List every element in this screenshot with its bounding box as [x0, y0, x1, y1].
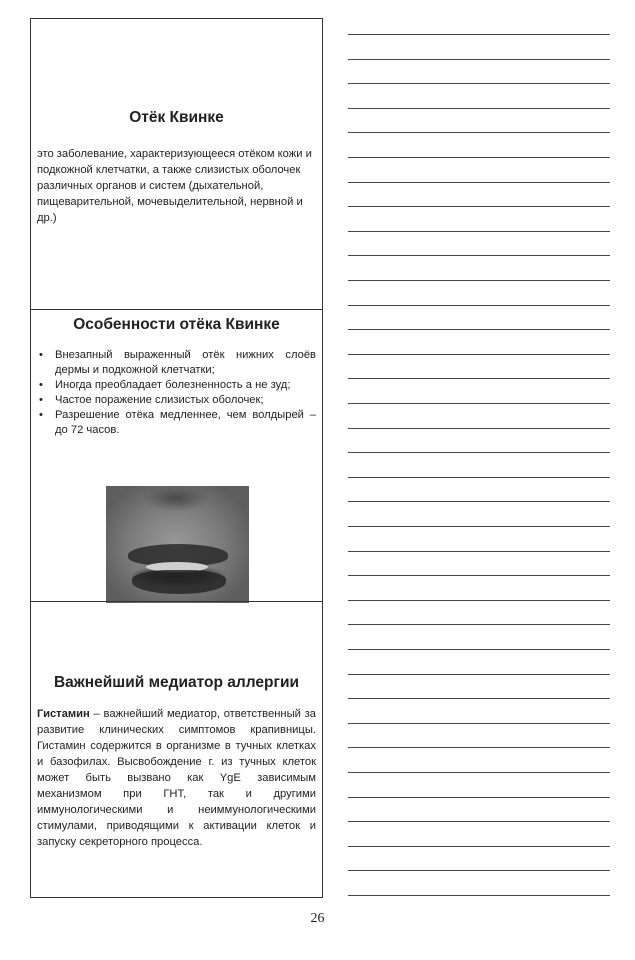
- note-line: [348, 895, 610, 896]
- note-line: [348, 280, 610, 281]
- slide-title: Особенности отёка Квинке: [73, 316, 280, 333]
- slide-quincke-definition: [31, 19, 322, 309]
- note-line: [348, 329, 610, 330]
- note-line: [348, 600, 610, 601]
- note-line: [348, 747, 610, 748]
- slide-body: [37, 706, 316, 850]
- list-item: • Внезапный выраженный отёк нижних слоёв дермы и подкожной клетчатки;: [37, 348, 316, 378]
- note-line: [348, 206, 610, 207]
- note-line: [348, 723, 610, 724]
- note-line: [348, 575, 610, 576]
- note-line: [348, 649, 610, 650]
- feature-list: [37, 348, 316, 438]
- note-line: [348, 846, 610, 847]
- page-number: 26: [310, 911, 325, 926]
- note-line: [348, 34, 610, 35]
- term-histamine: Гистамин: [37, 708, 90, 720]
- slides-column: [30, 18, 323, 898]
- lower-lip: [132, 570, 226, 594]
- note-line: [348, 305, 610, 306]
- note-line: [348, 255, 610, 256]
- slide-title: Важнейший медиатор аллергии: [53, 674, 299, 691]
- slide-title: Отёк Квинке: [129, 109, 224, 126]
- note-line: [348, 526, 610, 527]
- note-line: [348, 403, 610, 404]
- list-item: • Частое поражение слизистых оболочек;: [37, 393, 316, 408]
- note-line: [348, 231, 610, 232]
- note-line: [348, 378, 610, 379]
- note-line: [348, 501, 610, 502]
- notes-lines: [348, 0, 610, 960]
- note-line: [348, 132, 610, 133]
- note-line: [348, 821, 610, 822]
- note-line: [348, 551, 610, 552]
- note-line: [348, 108, 610, 109]
- list-item: • Иногда преобладает болезненность а не зуд;: [37, 378, 316, 393]
- note-line: [348, 59, 610, 60]
- note-line: [348, 624, 610, 625]
- note-line: [348, 83, 610, 84]
- note-line: [348, 477, 610, 478]
- slide-allergy-mediator: [31, 601, 322, 897]
- list-item: • Разрешение отёка медленнее, чем волдырей – до 72 часов.: [37, 408, 316, 438]
- note-line: [348, 772, 610, 773]
- note-line: [348, 428, 610, 429]
- note-line: [348, 870, 610, 871]
- swollen-lips-photo: [106, 486, 249, 603]
- note-line: [348, 698, 610, 699]
- note-line: [348, 182, 610, 183]
- slide-quincke-features: [31, 309, 322, 601]
- note-line: [348, 157, 610, 158]
- note-line: [348, 354, 610, 355]
- note-line: [348, 674, 610, 675]
- note-line: [348, 452, 610, 453]
- slide-body-text: – важнейший медиатор, ответственный за развитие клинических симптомов крапивницы. Гистамин содержится в организме в тучных клетках и базофилах. Высвобождение г. из тучных клеток может быть вызвано как YgE зависимым механизмом при ГНТ, так и другими иммунологическими и неиммунологическими стимулами, приводящими к активации клеток и запуску секреторного процесса.: [37, 708, 316, 848]
- note-line: [348, 797, 610, 798]
- slide-body: это заболевание, характеризующееся отёком кожи и подкожной клетчатки, а также слизистых оболочек различных органов и систем (дыхательной, пищеварительной, мочевыделительной, нервной и др.): [37, 148, 312, 224]
